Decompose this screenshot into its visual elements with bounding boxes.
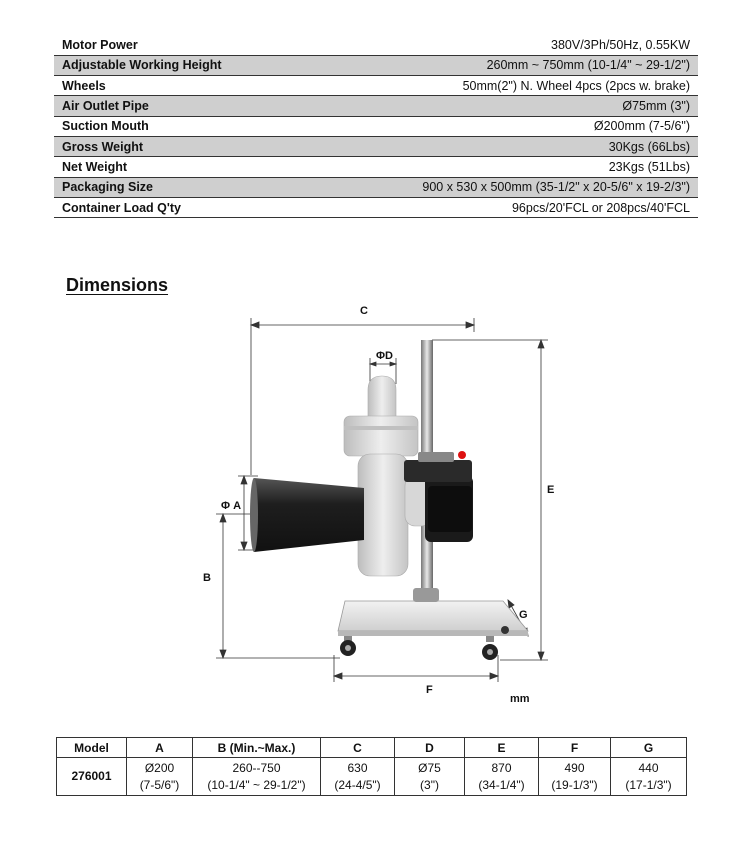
spec-row-working-height: Adjustable Working Height 260mm ~ 750mm (10-1/4" ~ 29-1/2") xyxy=(54,55,698,75)
wheel-right xyxy=(482,636,498,660)
label-g: G xyxy=(519,609,528,621)
spec-row-net-weight: Net Weight 23Kgs (51Lbs) xyxy=(54,157,698,177)
label-a: Φ A xyxy=(221,500,242,512)
suction-cone xyxy=(251,478,364,552)
dimension-table xyxy=(56,737,687,796)
label-f: F xyxy=(426,684,433,696)
spec-row-wheels: Wheels 50mm(2") N. Wheel 4pcs (2pcs w. brake) xyxy=(54,76,698,96)
spec-row-container-load: Container Load Q'ty 96pcs/20'FCL or 208pcs/40'FCL xyxy=(54,197,698,217)
cell-d: Ø75 (3") xyxy=(395,758,465,796)
header-b: B (Min.~Max.) xyxy=(193,738,321,758)
base-plate xyxy=(338,601,528,631)
spec-row-suction-mouth: Suction Mouth Ø200mm (7-5/6") xyxy=(54,116,698,136)
header-model: Model xyxy=(57,738,127,758)
emergency-stop-icon xyxy=(458,451,466,459)
label-c: C xyxy=(360,305,368,317)
header-c: C xyxy=(321,738,395,758)
unit-label: mm xyxy=(510,693,530,705)
cell-model: 276001 xyxy=(57,758,127,796)
cell-a: Ø200 (7-5/6") xyxy=(127,758,193,796)
cell-f: 490 (19-1/3") xyxy=(539,758,611,796)
wheel-left xyxy=(340,636,356,656)
spec-table xyxy=(54,35,698,218)
spec-row-motor-power: Motor Power 380V/3Ph/50Hz, 0.55KW xyxy=(54,35,698,55)
header-e: E xyxy=(465,738,539,758)
wheel-back xyxy=(501,626,509,634)
spec-row-packaging-size: Packaging Size 900 x 530 x 500mm (35-1/2" x 20-5/6" x 19-2/3") xyxy=(54,177,698,197)
dimension-table-header xyxy=(57,738,687,758)
label-b: B xyxy=(203,572,211,584)
cell-e: 870 (34-1/4") xyxy=(465,758,539,796)
cell-c: 630 (24-4/5") xyxy=(321,758,395,796)
table-row xyxy=(57,758,687,796)
dimension-drawing xyxy=(0,300,750,720)
header-g: G xyxy=(611,738,687,758)
air-outlet-pipe xyxy=(368,376,396,418)
cell-b: 260--750 (10-1/4" ~ 29-1/2") xyxy=(193,758,321,796)
fan-housing xyxy=(358,454,408,576)
header-d: D xyxy=(395,738,465,758)
dimensions-heading: Dimensions xyxy=(66,275,169,295)
cell-g: 440 (17-1/3") xyxy=(611,758,687,796)
label-e: E xyxy=(547,484,555,496)
label-d: ΦD xyxy=(376,350,393,362)
header-f: F xyxy=(539,738,611,758)
spec-row-gross-weight: Gross Weight 30Kgs (66Lbs) xyxy=(54,136,698,156)
spec-row-air-outlet: Air Outlet Pipe Ø75mm (3") xyxy=(54,96,698,116)
header-a: A xyxy=(127,738,193,758)
